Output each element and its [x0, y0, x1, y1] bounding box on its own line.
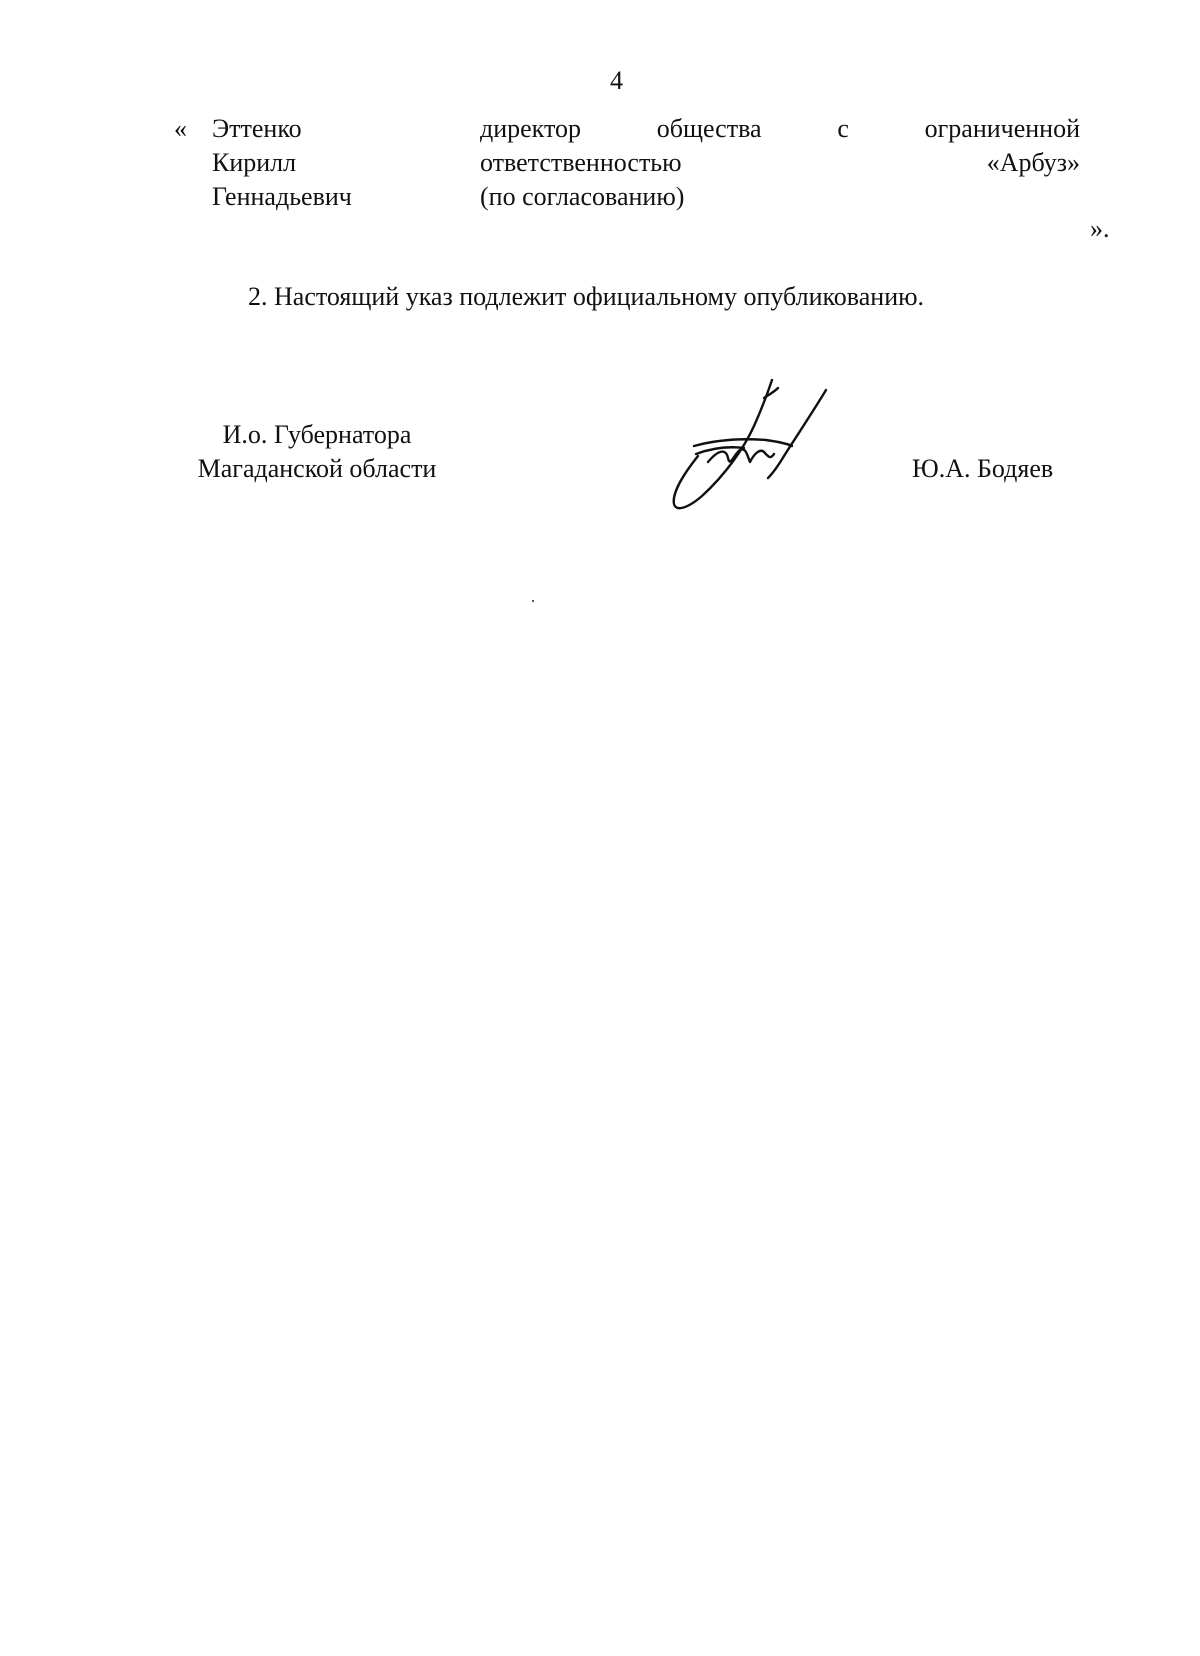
member-name — [212, 112, 462, 214]
member-patronymic: Геннадьевич — [212, 182, 352, 211]
signer-name: Ю.А. Бодяев — [912, 454, 1054, 483]
page-number: 4 — [610, 66, 623, 95]
position-line-1 — [480, 112, 1080, 146]
company-name: «Арбуз» — [986, 148, 1080, 177]
approval-note: (по согласованию) — [480, 182, 685, 211]
closing-quote: ». — [1090, 214, 1110, 243]
member-position — [480, 112, 1080, 214]
position-word: ограниченной — [924, 114, 1080, 143]
signer-title-line-2: Магаданской области — [197, 454, 437, 483]
position-word: общества — [656, 114, 762, 143]
handwritten-signature — [668, 378, 838, 514]
position-line-3 — [480, 180, 1080, 214]
member-surname: Эттенко — [212, 114, 302, 143]
member-first-name: Кирилл — [212, 148, 297, 177]
position-line-2 — [480, 146, 1080, 180]
signer-title — [182, 418, 452, 486]
position-word: директор — [480, 114, 581, 143]
position-word: ответственностью — [480, 148, 682, 177]
scan-speck — [532, 600, 534, 602]
opening-quote: « — [174, 114, 187, 143]
clause-2-text: 2. Настоящий указ подлежит официальному опубликованию. — [248, 282, 925, 311]
signer-title-line-1: И.о. Губернатора — [222, 420, 412, 449]
position-word: с — [837, 114, 849, 143]
